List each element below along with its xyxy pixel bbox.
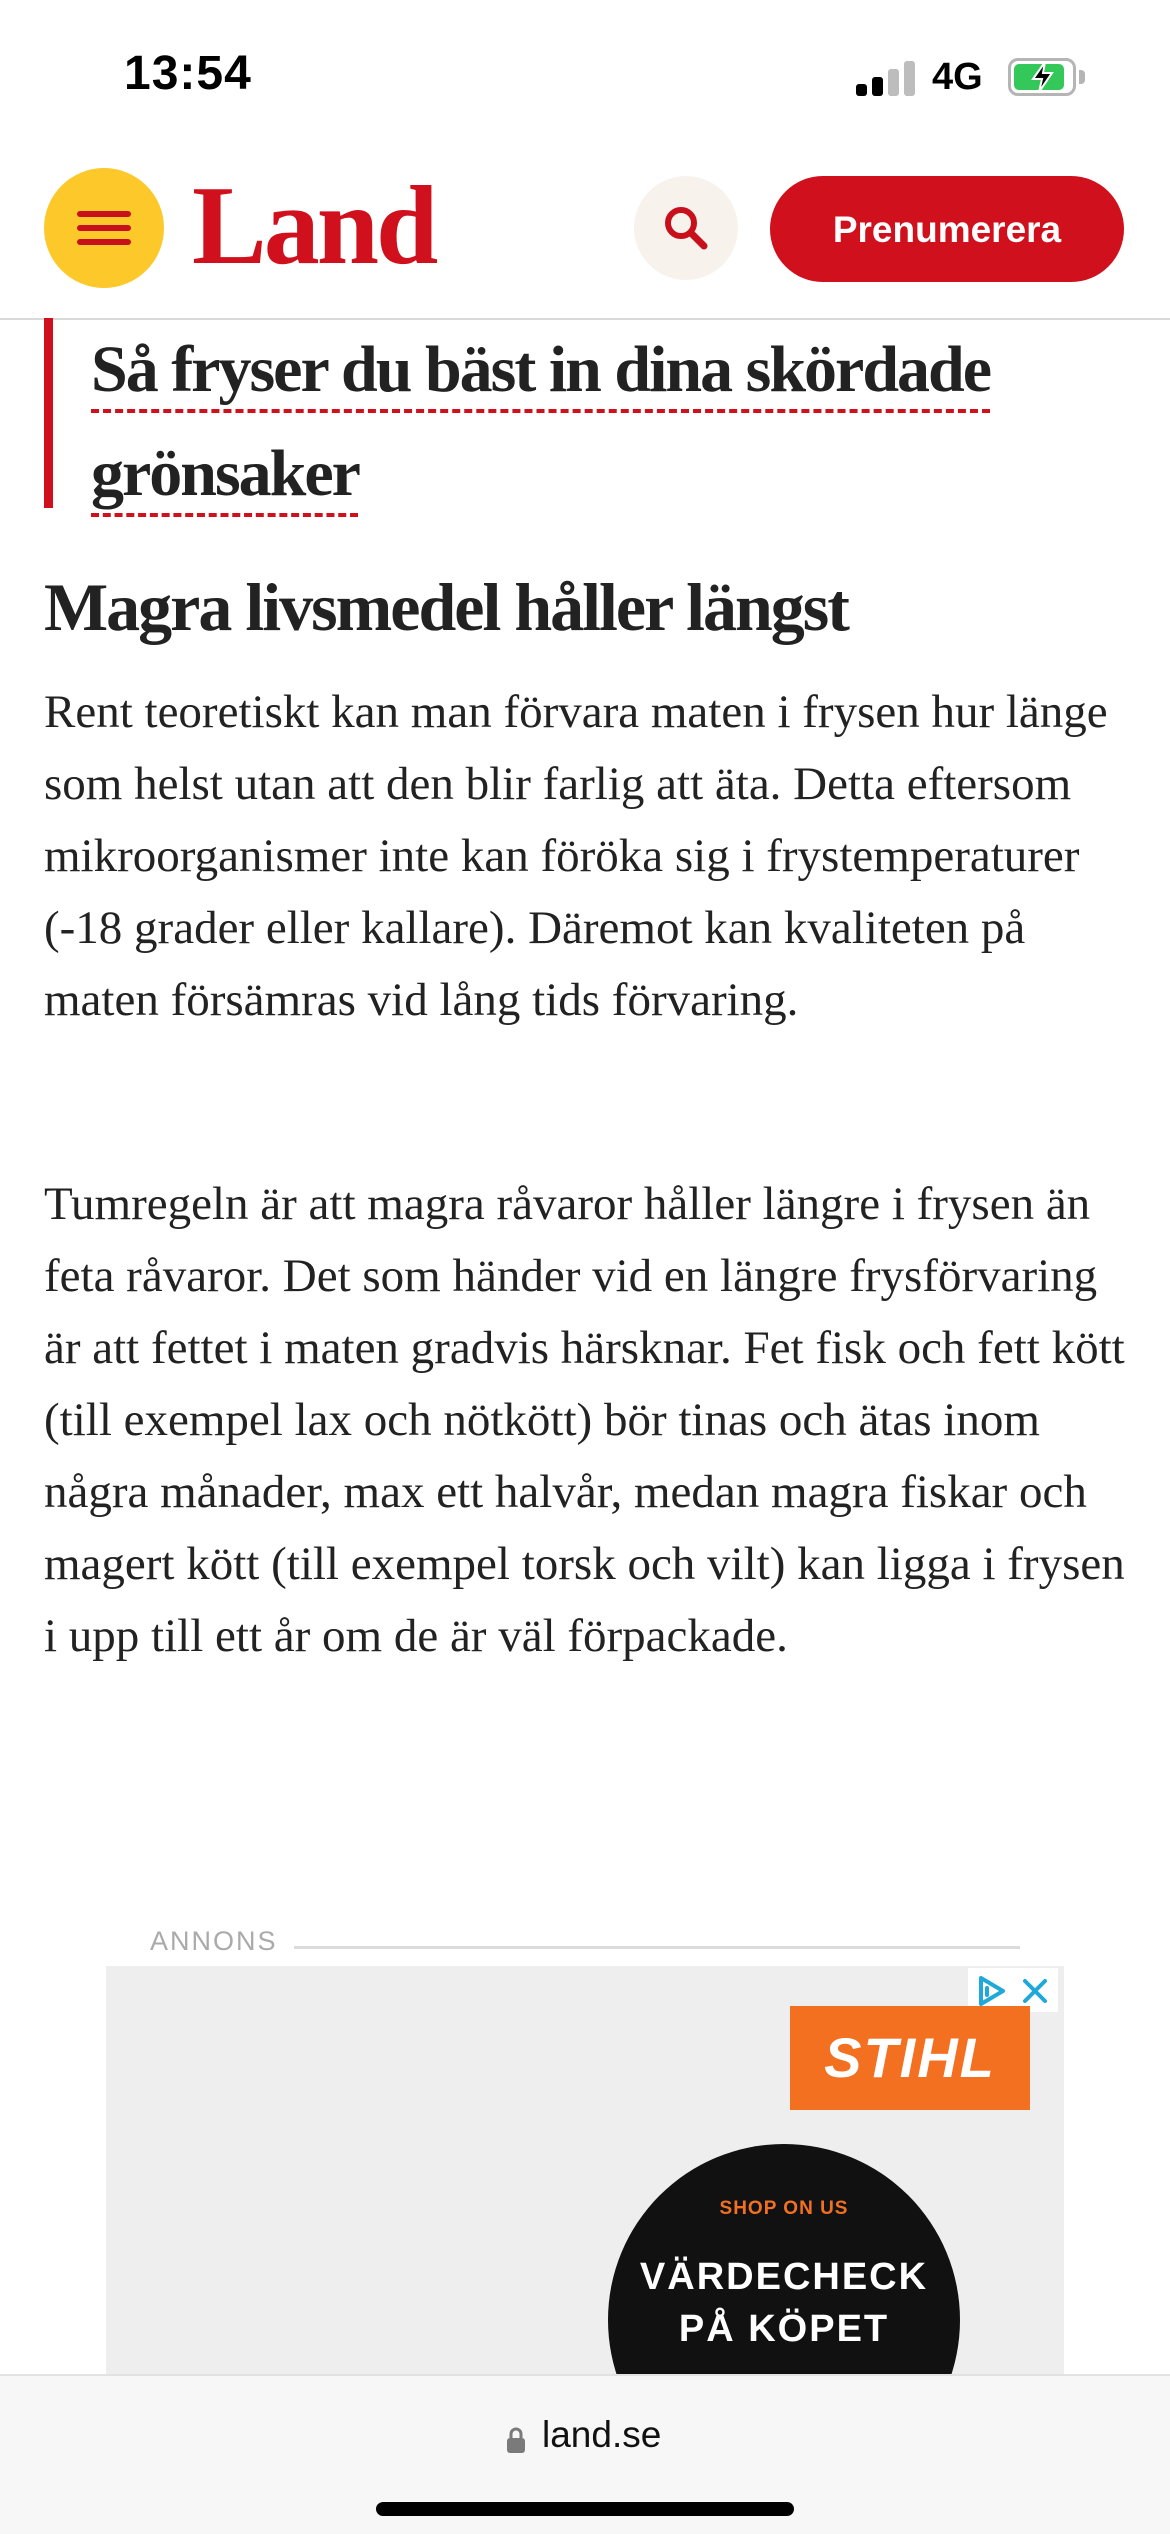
url-text[interactable]: land.se	[542, 2414, 662, 2455]
menu-button[interactable]	[44, 168, 164, 288]
related-article	[44, 318, 1073, 508]
ad-badge	[608, 2144, 960, 2376]
search-icon	[661, 203, 711, 253]
lock-icon	[506, 2426, 526, 2454]
ad-divider	[294, 1946, 1020, 1949]
ad-badge-line1: VÄRDECHECK	[639, 2256, 929, 2298]
site-logo[interactable]: Land	[192, 164, 436, 288]
site-header	[0, 150, 1170, 320]
ad-label: ANNONS	[150, 1926, 278, 1956]
network-type: 4G	[932, 56, 983, 98]
search-button[interactable]	[634, 176, 738, 280]
stihl-logo: STIHL	[790, 2006, 1030, 2110]
ad-badge-line2: PÅ KÖPET	[678, 2308, 890, 2350]
close-icon[interactable]	[1020, 1976, 1050, 2006]
article-subheading: Magra livsmedel håller längst	[44, 569, 848, 645]
status-bar	[0, 0, 1170, 150]
status-time: 13:54	[124, 47, 252, 100]
article-paragraph: Rent teoretiskt kan man förvara maten i frysen hur länge som helst utan att den blir farlig att äta. Detta eftersom mikroorganismer inte kan föröka sig i frystemperaturer (-18 grader eller kallare). Däremot kan kvaliteten på maten försämras vid lång tids förvaring.	[44, 686, 1108, 1026]
home-indicator[interactable]	[376, 2502, 794, 2516]
subscribe-button[interactable]: Prenumerera	[770, 176, 1124, 282]
battery-charging-icon	[1008, 58, 1084, 96]
advertisement[interactable]	[106, 1966, 1064, 2376]
article-paragraph: Tumregeln är att magra råvaror håller längre i frysen än feta råvaror. Det som händer vid en längre frysförvaring är att fettet i maten gradvis härsknar. Fet fisk och fett kött (till exempel lax och nötkött) bör tinas och ätas inom några månader, max ett halvår, medan magra fiskar och magert kött (till exempel torsk och vilt) kan ligga i frysen i upp till ett år om de är väl förpackade.	[44, 1178, 1125, 1662]
ad-badge-tagline: SHOP ON US	[719, 2198, 849, 2219]
browser-address-bar[interactable]	[0, 2374, 1170, 2534]
adchoices-icon[interactable]	[974, 1974, 1008, 2008]
related-article-link[interactable]: Så fryser du bäst in dina skördade grönsaker	[91, 333, 991, 510]
signal-bars-icon	[856, 60, 916, 96]
